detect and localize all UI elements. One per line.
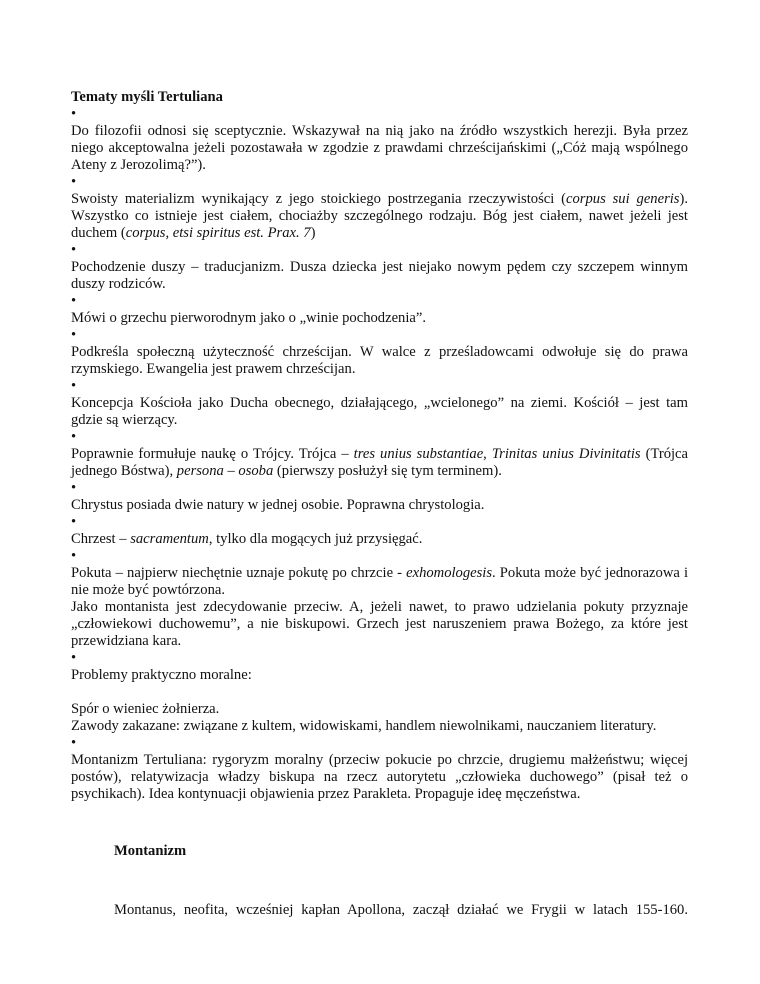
bullet: • <box>71 293 77 309</box>
paragraph-trinity <box>71 446 688 480</box>
text-span: . Pokuta może być jednorazowa i nie może być powtórzona. <box>71 565 688 598</box>
text-span: Swoisty materializm wynikający z jego stoickiego postrzegania rzeczywistości ( <box>71 191 567 207</box>
spacer <box>71 860 688 902</box>
latin-citation: corpus, etsi spiritus est. Prax. 7 <box>125 225 311 241</box>
text-span: , <box>483 446 492 462</box>
bullet: • <box>71 106 77 122</box>
paragraph-original-sin: Mówi o grzechu pierworodnym jako o „winie pochodzenia”. <box>71 310 427 326</box>
bullet: • <box>71 650 77 666</box>
spacer <box>71 803 688 843</box>
latin-term: Trinitas unius Divinitatis <box>491 446 641 462</box>
paragraph-soul-origin: Pochodzenie duszy – traducjanizm. Dusza dziecka jest niejako nowym pędem czy szczepem winnym duszy rodziców. <box>71 259 688 292</box>
section-title: Tematy myśli Tertuliana <box>71 89 223 105</box>
bullet: • <box>71 242 77 258</box>
bullet: • <box>71 327 77 343</box>
latin-term: exhomologesis <box>406 565 493 581</box>
bullet: • <box>71 174 77 190</box>
bullet: • <box>71 548 77 564</box>
paragraph-philosophy: Do filozofii odnosi się sceptycznie. Wskazywał na nią jako na źródło wszystkich herezji. Była przez niego akceptowalna jeżeli pozostawała w zgodzie z prawdami chrześcijańskimi („Cóż mają wspólnego Ateny z Jerozolimą?”). <box>71 123 688 173</box>
blank-line <box>71 684 688 701</box>
bullet: • <box>71 514 77 530</box>
text-span: (Trójca jednego Bóstwa), <box>71 446 689 479</box>
text-span: (pierwszy posłużył się tym terminem). <box>273 463 502 479</box>
paragraph-christology: Chrystus posiada dwie natury w jednej osobie. Poprawna chrystologia. <box>71 497 485 513</box>
paragraph-social-utility: Podkreśla społeczną użyteczność chrześcijan. W walce z prześladowcami odwołuje się do prawa rzymskiego. Ewangelia jest prawem chrześcijan. <box>71 344 688 377</box>
paragraph-penance <box>71 565 688 599</box>
paragraph-soldier-crown: Spór o wieniec żołnierza. <box>71 701 220 717</box>
bullet: • <box>71 429 77 445</box>
text-span: Pokuta – najpierw niechętnie uznaje pokutę po chrzcie - <box>71 565 407 581</box>
bullet: • <box>71 378 77 394</box>
paragraph-tertullian-montanism: Montanizm Tertuliana: rygoryzm moralny (przeciw pokucie po chrzcie, drugiemu małżeństwu; więcej postów), relatywizacja władzy biskupa na rzecz autorytetu „człowieka duchowego” (pisał też o psychikach). Idea kontynuacji objawienia przez Parakleta. Propaguje ideę męczeństwa. <box>71 752 688 802</box>
latin-term: tres unius substantiae <box>353 446 484 462</box>
text-span: ) <box>310 225 316 241</box>
paragraph-montanus: Montanus, neofita, wcześniej kapłan Apollona, zaczął działać we Frygii w latach 155-160. <box>114 902 688 918</box>
text-span: Chrzest – <box>71 531 131 547</box>
paragraph-moral-problems: Problemy praktyczno moralne: <box>71 667 252 683</box>
paragraph-materialism <box>71 191 688 242</box>
bullet: • <box>71 735 77 751</box>
paragraph-montanist-penance: Jako montanista jest zdecydowanie przeciw. A, jeżeli nawet, to prawo udzielania pokuty przyznaje „człowiekowi duchowemu”, a nie biskupowi. Grzech jest naruszeniem prawa Bożego, za które jest przewidziana kara. <box>71 599 688 649</box>
latin-term: persona – osoba <box>176 463 274 479</box>
paragraph-baptism <box>71 531 688 548</box>
latin-term: corpus sui generis <box>566 191 680 207</box>
paragraph-forbidden-jobs: Zawody zakazane: związane z kultem, widowiskami, handlem niewolnikami, nauczaniem literatury. <box>71 718 657 734</box>
bullet: • <box>71 480 77 496</box>
text-span: Poprawnie formułuje naukę o Trójcy. Trójca – <box>71 446 354 462</box>
document-body <box>71 89 688 919</box>
paragraph-church: Koncepcja Kościoła jako Ducha obecnego, działającego, „wcielonego” na ziemi. Kościół – jest tam gdzie są wierzący. <box>71 395 688 428</box>
section-heading-montanism: Montanizm <box>114 843 187 859</box>
text-span: , tylko dla mogących już przysięgać. <box>208 531 423 547</box>
latin-term: sacramentum <box>130 531 209 547</box>
text-span: ). Wszystko co istnieje jest ciałem, chociażby szczególnego rodzaju. Bóg jest ciałem, nawet jeżeli jest duchem ( <box>71 191 688 241</box>
